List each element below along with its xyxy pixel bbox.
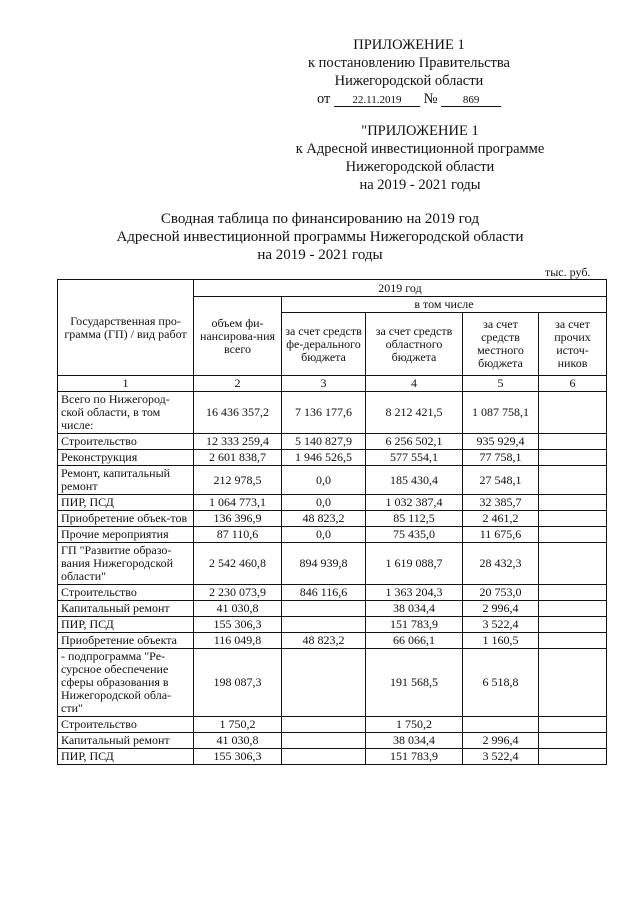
cell-total: 155 306,3 xyxy=(194,617,282,633)
cell-local: 3 522,4 xyxy=(463,617,539,633)
cell-total: 2 542 460,8 xyxy=(194,543,282,585)
cell-federal xyxy=(282,649,366,717)
column-number: 1 xyxy=(58,376,194,392)
cell-federal: 894 939,8 xyxy=(282,543,366,585)
table-row xyxy=(58,749,607,765)
cell-total: 41 030,8 xyxy=(194,733,282,749)
cell-other xyxy=(539,450,607,466)
column-numbers-row xyxy=(58,376,607,392)
cell-federal: 1 946 526,5 xyxy=(282,450,366,466)
row-label: Приобретение объекта xyxy=(58,633,194,649)
title-line-1: Сводная таблица по финансированию на 2019 год xyxy=(160,211,480,227)
cell-federal xyxy=(282,717,366,733)
cell-regional: 38 034,4 xyxy=(366,601,463,617)
cell-total: 2 230 073,9 xyxy=(194,585,282,601)
table-row xyxy=(58,495,607,511)
cell-federal xyxy=(282,617,366,633)
date-number-line xyxy=(300,90,518,108)
cell-other xyxy=(539,466,607,495)
row-label: ПИР, ПСД xyxy=(58,749,194,765)
program-line-1: к Адресной инвестиционной программе xyxy=(295,141,545,157)
row-label: ПИР, ПСД xyxy=(58,617,194,633)
cell-local: 77 758,1 xyxy=(463,450,539,466)
cell-total: 87 110,6 xyxy=(194,527,282,543)
table-row xyxy=(58,511,607,527)
column-number: 2 xyxy=(194,376,282,392)
header-program: Государственная про-грамма (ГП) / вид работ xyxy=(58,280,194,376)
cell-federal: 5 140 827,9 xyxy=(282,434,366,450)
cell-other xyxy=(539,511,607,527)
cell-local: 1 160,5 xyxy=(463,633,539,649)
header-including: в том числе xyxy=(282,297,607,313)
cell-local: 27 548,1 xyxy=(463,466,539,495)
cell-federal: 48 823,2 xyxy=(282,511,366,527)
table-row xyxy=(58,733,607,749)
cell-other xyxy=(539,543,607,585)
cell-federal: 846 116,6 xyxy=(282,585,366,601)
cell-other xyxy=(539,649,607,717)
cell-local: 2 996,4 xyxy=(463,733,539,749)
cell-local: 2 996,4 xyxy=(463,601,539,617)
cell-regional: 151 783,9 xyxy=(366,617,463,633)
cell-regional: 577 554,1 xyxy=(366,450,463,466)
cell-local: 3 522,4 xyxy=(463,749,539,765)
header-total: объем фи-нансирова-ния всего xyxy=(194,297,282,376)
cell-regional: 75 435,0 xyxy=(366,527,463,543)
cell-local: 935 929,4 xyxy=(463,434,539,450)
header-other: за счет прочих источ-ников xyxy=(539,313,607,376)
title-line-2: Адресной инвестиционной программы Нижегородской области xyxy=(116,229,524,245)
table-row xyxy=(58,633,607,649)
row-label: - подпрограмма "Ре-сурсное обеспечение сферы образования в Нижегородской обла-сти" xyxy=(58,649,194,717)
cell-federal: 0,0 xyxy=(282,527,366,543)
table-row xyxy=(58,717,607,733)
column-number: 3 xyxy=(282,376,366,392)
title-line-3: на 2019 - 2021 годы xyxy=(257,247,383,263)
row-label: Приобретение объек-тов xyxy=(58,511,194,527)
row-label: ПИР, ПСД xyxy=(58,495,194,511)
cell-federal: 0,0 xyxy=(282,495,366,511)
cell-regional: 185 430,4 xyxy=(366,466,463,495)
cell-regional: 85 112,5 xyxy=(366,511,463,527)
resolution-date: 22.11.2019 xyxy=(334,94,420,107)
row-label: Ремонт, капитальный ремонт xyxy=(58,466,194,495)
row-label: Строительство xyxy=(58,434,194,450)
cell-other xyxy=(539,733,607,749)
cell-other xyxy=(539,749,607,765)
cell-other xyxy=(539,601,607,617)
row-label: ГП "Развитие образо-вания Нижегородской области" xyxy=(58,543,194,585)
quoted-appendix-title: "ПРИЛОЖЕНИЕ 1 xyxy=(361,123,479,139)
cell-total: 212 978,5 xyxy=(194,466,282,495)
table-row xyxy=(58,617,607,633)
cell-regional: 151 783,9 xyxy=(366,749,463,765)
financing-table xyxy=(57,279,607,765)
table-row xyxy=(58,649,607,717)
header-local: за счет средств местного бюджета xyxy=(463,313,539,376)
cell-regional: 1 750,2 xyxy=(366,717,463,733)
cell-local: 32 385,7 xyxy=(463,495,539,511)
cell-local: 28 432,3 xyxy=(463,543,539,585)
cell-regional: 66 066,1 xyxy=(366,633,463,649)
row-label: Строительство xyxy=(58,585,194,601)
cell-federal: 7 136 177,6 xyxy=(282,392,366,434)
column-number: 4 xyxy=(366,376,463,392)
cell-other xyxy=(539,633,607,649)
cell-regional: 191 568,5 xyxy=(366,649,463,717)
column-number: 6 xyxy=(539,376,607,392)
cell-regional: 8 212 421,5 xyxy=(366,392,463,434)
resolution-number: 869 xyxy=(441,94,501,107)
cell-total: 155 306,3 xyxy=(194,749,282,765)
row-label: Реконструкция xyxy=(58,450,194,466)
cell-other xyxy=(539,617,607,633)
column-number: 5 xyxy=(463,376,539,392)
cell-other xyxy=(539,585,607,601)
resolution-line-1: к постановлению Правительства xyxy=(308,55,510,71)
cell-total: 1 750,2 xyxy=(194,717,282,733)
appendix-header xyxy=(300,36,518,108)
cell-federal: 0,0 xyxy=(282,466,366,495)
cell-regional: 1 032 387,4 xyxy=(366,495,463,511)
program-header xyxy=(270,122,570,194)
table-row xyxy=(58,601,607,617)
cell-local xyxy=(463,717,539,733)
row-label: Капитальный ремонт xyxy=(58,601,194,617)
cell-local: 11 675,6 xyxy=(463,527,539,543)
row-label: Строительство xyxy=(58,717,194,733)
cell-federal xyxy=(282,601,366,617)
document-title xyxy=(60,210,580,264)
cell-other xyxy=(539,717,607,733)
cell-federal xyxy=(282,749,366,765)
cell-other xyxy=(539,392,607,434)
row-label: Всего по Нижегород-ской области, в том числе: xyxy=(58,392,194,434)
cell-federal: 48 823,2 xyxy=(282,633,366,649)
cell-local: 2 461,2 xyxy=(463,511,539,527)
cell-total: 116 049,8 xyxy=(194,633,282,649)
cell-other xyxy=(539,527,607,543)
cell-total: 136 396,9 xyxy=(194,511,282,527)
cell-other xyxy=(539,434,607,450)
appendix-title: ПРИЛОЖЕНИЕ 1 xyxy=(353,37,465,53)
cell-other xyxy=(539,495,607,511)
cell-total: 12 333 259,4 xyxy=(194,434,282,450)
cell-total: 41 030,8 xyxy=(194,601,282,617)
program-line-3: на 2019 - 2021 годы xyxy=(359,177,481,193)
cell-regional: 1 619 088,7 xyxy=(366,543,463,585)
cell-regional: 38 034,4 xyxy=(366,733,463,749)
cell-local: 6 518,8 xyxy=(463,649,539,717)
header-federal: за счет средств фе-дерального бюджета xyxy=(282,313,366,376)
table-row xyxy=(58,392,607,434)
table-row xyxy=(58,466,607,495)
table-row xyxy=(58,585,607,601)
cell-total: 198 087,3 xyxy=(194,649,282,717)
table-row xyxy=(58,527,607,543)
row-label: Капитальный ремонт xyxy=(58,733,194,749)
resolution-line-2: Нижегородской области xyxy=(334,73,484,89)
cell-total: 2 601 838,7 xyxy=(194,450,282,466)
row-label: Прочие мероприятия xyxy=(58,527,194,543)
cell-local: 20 753,0 xyxy=(463,585,539,601)
cell-total: 16 436 357,2 xyxy=(194,392,282,434)
units-label: тыс. руб. xyxy=(545,265,591,279)
cell-local: 1 087 758,1 xyxy=(463,392,539,434)
table-row xyxy=(58,434,607,450)
number-sign: № xyxy=(423,91,438,107)
cell-federal xyxy=(282,733,366,749)
date-prefix: от xyxy=(316,91,331,107)
header-regional: за счет средств областного бюджета xyxy=(366,313,463,376)
table-row xyxy=(58,450,607,466)
header-year: 2019 год xyxy=(194,280,607,297)
cell-total: 1 064 773,1 xyxy=(194,495,282,511)
program-line-2: Нижегородской области xyxy=(345,159,495,175)
table-row xyxy=(58,543,607,585)
cell-regional: 6 256 502,1 xyxy=(366,434,463,450)
cell-regional: 1 363 204,3 xyxy=(366,585,463,601)
